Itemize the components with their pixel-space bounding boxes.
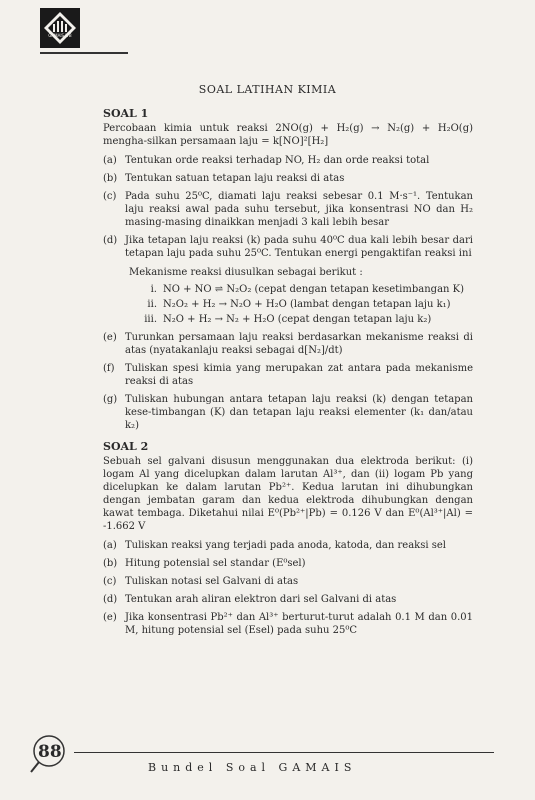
soal1-intro: Percobaan kimia untuk reaksi 2NO(g) + H₂(g) → N₂(g) + H₂O(g) mengha-silkan persamaan laju = k[NO]²[H₂] bbox=[103, 123, 473, 147]
step-text: N₂O + H₂ → N₂ + H₂O (cepat dengan tetapan laju k₂) bbox=[163, 314, 432, 325]
mechanism-step bbox=[129, 283, 473, 296]
question-text: Tuliskan notasi sel Galvani di atas bbox=[125, 576, 299, 587]
soal1-title: SOAL 1 bbox=[103, 107, 149, 120]
question-label: (g) bbox=[103, 394, 118, 405]
page-number: 88 bbox=[38, 742, 62, 762]
mechanism-head: Mekanisme reaksi diusulkan sebagai berikut : bbox=[129, 267, 363, 278]
gamais-logo bbox=[40, 8, 80, 48]
step-text: N₂O₂ + H₂ → N₂O + H₂O (lambat dengan tetapan laju k₁) bbox=[163, 299, 451, 310]
question-label: (b) bbox=[103, 558, 118, 569]
step-text: NO + NO ⇌ N₂O₂ (cepat dengan tetapan kesetimbangan K) bbox=[163, 284, 465, 295]
question-label: (b) bbox=[103, 173, 118, 184]
step-label: iii. bbox=[144, 314, 157, 325]
question-label: (c) bbox=[103, 576, 117, 587]
question-label: (a) bbox=[103, 540, 117, 551]
question-text: Tentukan arah aliran elektron dari sel Galvani di atas bbox=[125, 594, 397, 605]
mechanism-step bbox=[129, 313, 473, 326]
question-label: (d) bbox=[103, 235, 118, 246]
mechanism-block bbox=[129, 266, 473, 326]
question-text: Jika konsentrasi Pb²⁺ dan Al³⁺ berturut-turut adalah 0.1 M dan 0.01 M, hitung potensial sel (Esel) pada suhu 25⁰C bbox=[125, 612, 473, 636]
question-text: Tuliskan spesi kimia yang merupakan zat antara pada mekanisme reaksi di atas bbox=[125, 363, 473, 387]
soal2-intro: Sebuah sel galvani disusun menggunakan dua elektroda berikut: (i) logam Al yang dicelupkan dalam larutan Al³⁺, dan (ii) logam Pb yang dicelupkan ke dalam larutan Pb²⁺. Kedua larutan ini dihubungkan dengan jembatan garam dan kedua elektroda dihubungkan dengan kawat tembaga. Diketahui nilai E⁰(Pb²⁺|Pb) = 0.126 V dan E⁰(Al³⁺|Al) = -1.662 V bbox=[103, 456, 473, 532]
footer-text: Bundel Soal GAMAIS bbox=[148, 761, 357, 774]
soal2-question bbox=[103, 575, 473, 588]
question-text: Tuliskan hubungan antara tetapan laju reaksi (k) dengan tetapan kese-timbangan (K) dan tetapan laju reaksi elementer (k₁ dan/atau k₂) bbox=[125, 394, 473, 431]
soal2-section bbox=[103, 440, 473, 637]
soal1-question bbox=[103, 154, 473, 167]
question-label: (d) bbox=[103, 594, 118, 605]
soal2-question bbox=[103, 611, 473, 637]
question-label: (a) bbox=[103, 155, 117, 166]
soal1-question bbox=[103, 362, 473, 388]
soal1-question bbox=[103, 234, 473, 260]
question-label: (f) bbox=[103, 363, 115, 374]
soal2-question bbox=[103, 539, 473, 552]
document-body bbox=[103, 107, 473, 642]
question-text: Pada suhu 25⁰C, diamati laju reaksi sebesar 0.1 M·s⁻¹. Tentukan laju reaksi awal pada suhu tersebut, jika konsentrasi NO dan H₂ masing-masing dinaikkan menjadi 3 kali lebih besar bbox=[125, 191, 473, 228]
question-text: Turunkan persamaan laju reaksi berdasarkan mekanisme reaksi di atas (nyatakanlaju reaksi sebagai d[N₂]/dt) bbox=[125, 332, 473, 356]
page-title: SOAL LATIHAN KIMIA bbox=[198, 83, 337, 96]
footer-rule bbox=[74, 752, 494, 753]
logo-text: GAMAIS ITB bbox=[48, 33, 72, 38]
soal1-question bbox=[103, 393, 473, 432]
question-text: Tentukan satuan tetapan laju reaksi di atas bbox=[125, 173, 345, 184]
question-text: Tuliskan reaksi yang terjadi pada anoda, katoda, dan reaksi sel bbox=[125, 540, 446, 551]
question-label: (c) bbox=[103, 191, 117, 202]
soal2-question bbox=[103, 593, 473, 606]
logo-emblem-icon bbox=[40, 8, 80, 48]
soal2-question bbox=[103, 557, 473, 570]
question-text: Tentukan orde reaksi terhadap NO, H₂ dan orde reaksi total bbox=[125, 155, 430, 166]
header-rule bbox=[40, 52, 128, 54]
question-label: (e) bbox=[103, 612, 117, 623]
step-label: i. bbox=[150, 284, 157, 295]
step-label: ii. bbox=[147, 299, 157, 310]
soal1-question bbox=[103, 172, 473, 185]
soal2-title: SOAL 2 bbox=[103, 440, 149, 453]
question-label: (e) bbox=[103, 332, 117, 343]
soal1-question bbox=[103, 190, 473, 229]
question-text: Hitung potensial sel standar (E⁰sel) bbox=[125, 558, 306, 569]
question-text: Jika tetapan laju reaksi (k) pada suhu 40⁰C dua kali lebih besar dari tetapan laju pada suhu 25⁰C. Tentukan energi pengaktifan reaksi ini bbox=[125, 235, 473, 259]
soal1-question bbox=[103, 331, 473, 357]
mechanism-step bbox=[129, 298, 473, 311]
